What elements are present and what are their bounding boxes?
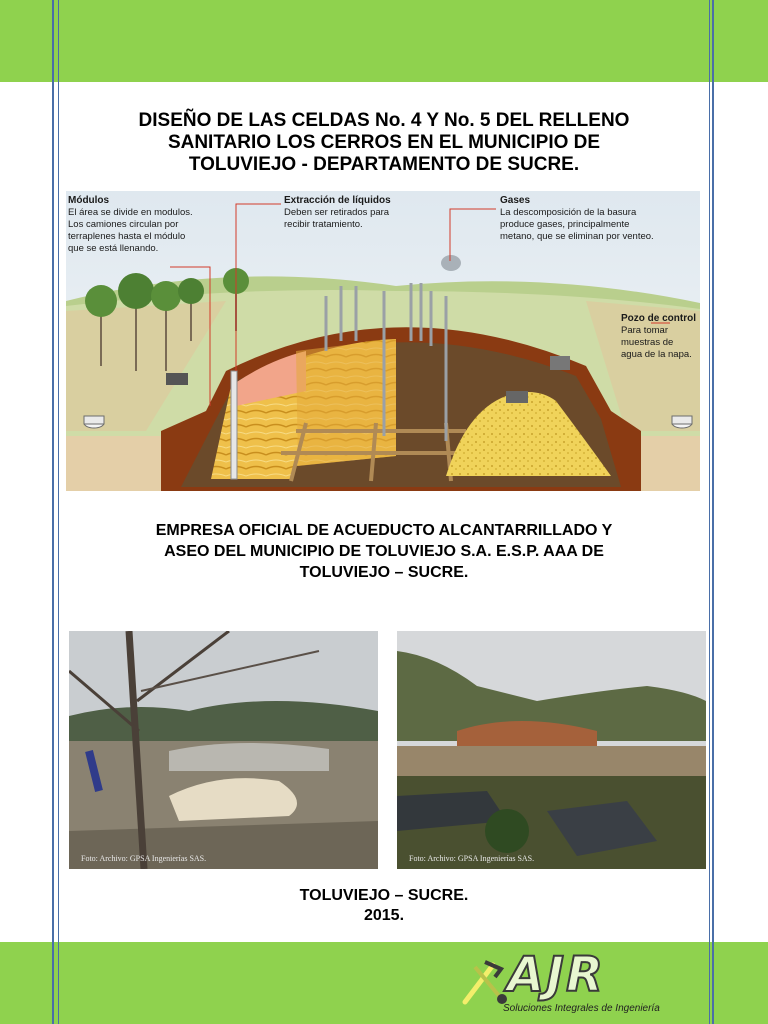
callout-modulos-line: El área se divide en modulos. xyxy=(68,207,193,218)
callout-gases-title: Gases xyxy=(500,195,531,206)
gas-plume-icon xyxy=(441,255,461,271)
callout-modulos-line: terraplenes hasta el módulo xyxy=(68,231,186,242)
callout-modulos-title: Módulos xyxy=(68,195,110,206)
callout-modulos-line: que se está llenando. xyxy=(68,243,159,254)
year-text: 2015. xyxy=(363,907,405,924)
right-border-line xyxy=(712,0,714,1024)
logo-tagline: Soluciones Integrales de Ingeniería xyxy=(503,1003,660,1014)
callout-gases-line: produce gases, principalmente xyxy=(500,219,630,230)
right-border-line-inner xyxy=(709,0,710,1024)
site-photo-2 xyxy=(397,631,706,869)
document-title xyxy=(70,110,698,176)
site-photo-2-image xyxy=(397,631,706,869)
title-line: SANITARIO LOS CERROS EN EL MUNICIPIO DE xyxy=(167,132,601,153)
callout-pozo-line: Para tomar xyxy=(621,325,668,336)
left-border-line xyxy=(52,0,54,1024)
callout-modulos-line: Los camiones circulan por xyxy=(68,219,179,230)
company-line: EMPRESA OFICIAL DE ACUEDUCTO ALCANTARRILLADO Y xyxy=(155,522,613,539)
photo-caption: Foto: Archivo: GPSA Ingenierías SAS. xyxy=(81,854,207,863)
callout-pozo-line: muestras de xyxy=(621,337,674,348)
header-band-inner xyxy=(50,0,718,82)
title-line: DISEÑO DE LAS CELDAS No. 4 Y No. 5 DEL RELLENO xyxy=(138,110,630,131)
bulldozer-icon xyxy=(506,391,528,403)
callout-liquidos-title: Extracción de líquidos xyxy=(284,195,391,206)
site-photo-1 xyxy=(69,631,378,869)
landfill-diagram xyxy=(66,191,700,491)
title-line: TOLUVIEJO - DEPARTAMENTO DE SUCRE. xyxy=(188,154,580,175)
ajr-logo xyxy=(455,947,705,1019)
company-name xyxy=(70,520,698,583)
callout-liquidos-line: recibir tratamiento. xyxy=(284,219,363,230)
place-text: TOLUVIEJO – SUCRE. xyxy=(299,887,469,904)
callout-gases-line: La descomposición de la basura xyxy=(500,207,637,218)
crane-icon xyxy=(550,356,570,370)
callout-pozo-line: agua de la napa. xyxy=(621,349,692,360)
logo-wordmark: AJR xyxy=(507,947,605,1003)
leachate-pipe-icon xyxy=(231,371,237,479)
callout-liquidos-line: Deben ser retirados para xyxy=(284,207,390,218)
tools-logo-icon xyxy=(455,957,515,1007)
callout-pozo-title: Pozo de control xyxy=(621,313,696,324)
company-line: TOLUVIEJO – SUCRE. xyxy=(299,564,469,581)
company-line: ASEO DEL MUNICIPIO DE TOLUVIEJO S.A. E.S.P. AAA DE xyxy=(164,543,604,560)
left-border-line-inner xyxy=(58,0,59,1024)
waste-module-face xyxy=(296,339,396,466)
place-and-year xyxy=(70,886,698,926)
photo-caption: Foto: Archivo: GPSA Ingenierías SAS. xyxy=(409,854,535,863)
truck-icon xyxy=(166,373,188,385)
callout-gases-line: metano, que se eliminan por venteo. xyxy=(500,231,654,242)
site-photo-1-image xyxy=(69,631,378,869)
